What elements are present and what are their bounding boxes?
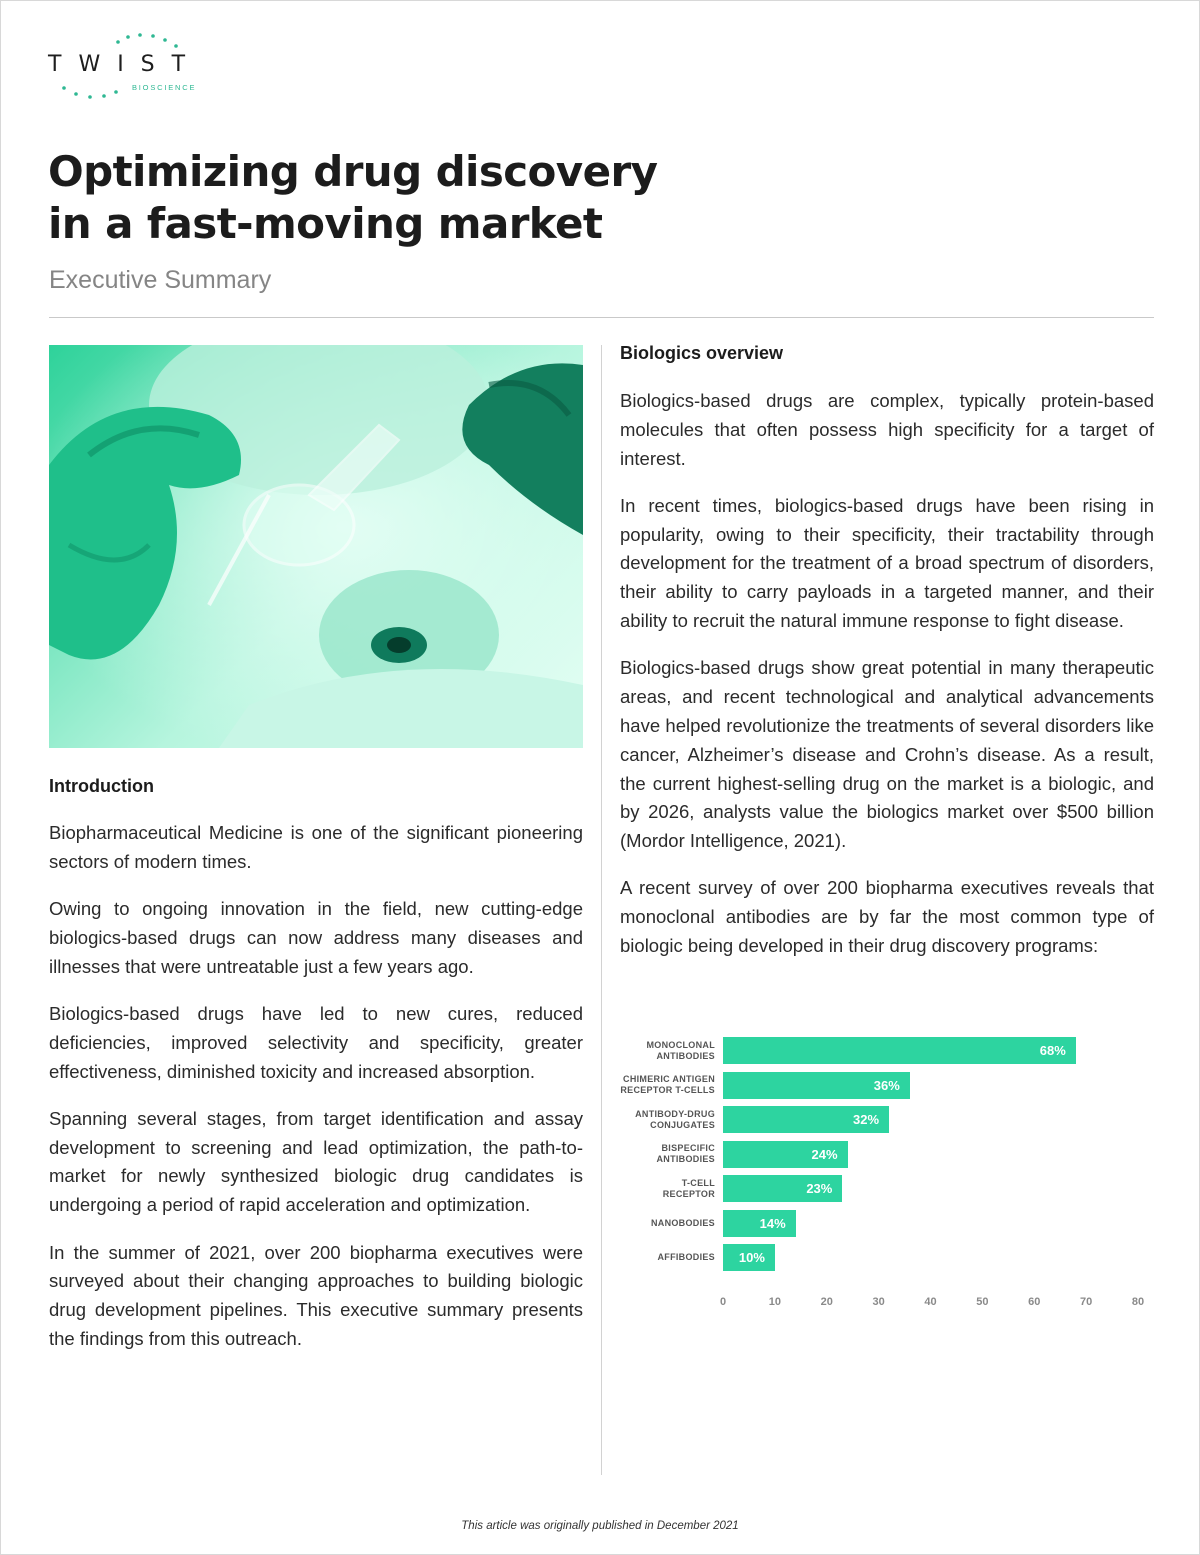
chart-value-label: 14% [759,1215,786,1231]
title-line-2: in a fast-moving market [48,199,603,248]
column-divider [601,345,602,1475]
chart-x-tick: 0 [719,1296,727,1308]
chart-category-line: CONJUGATES [650,1119,715,1130]
biologics-paragraph-2: In recent times, biologics-based drugs have been rising in popularity, owing to their specificity, their tractability through development for the treatment of a broad spectrum of disorders, their ability to carry payloads in a targeted manner, and their ability to recruit the natural immune response to fight disease. [620,494,1154,632]
chart-category-line: RECEPTOR T-CELLS [620,1085,715,1095]
chart-category-line: ANTIBODY-DRUG [635,1108,715,1119]
chart-category-line: NANOBODIES [650,1217,715,1228]
intro-paragraph-4: Spanning several stages, from target identification and assay development to screening and lead optimization, the path-to-market for newly synthesized biologic drug candidates is undergoing a period of rapid acceleration and optimization. [49,1107,583,1216]
chart-category-line: CHIMERIC ANTIGEN [623,1074,715,1084]
chart-value-label: 32% [853,1112,880,1127]
intro-paragraph-2: Owing to ongoing innovation in the field, new cutting-edge biologics-based drugs can now address many diseases and illnesses that were untreatable just a few years ago. [49,898,583,977]
logo-subline: BIOSCIENCE [132,83,197,92]
chart-category-label [620,1218,715,1229]
biologics-heading: Biologics overview [620,343,784,363]
chart-x-tick: 40 [924,1296,937,1308]
introduction-body [49,819,583,1372]
chart-x-tick: 20 [820,1296,833,1308]
twist-logo [48,30,208,105]
chart-category-label [620,1040,715,1062]
chart-category-label [620,1109,715,1131]
title-line-1: Optimizing drug discovery [48,147,658,196]
biologics-bar-chart [620,1025,1160,1325]
chart-value-label: 23% [806,1181,833,1196]
chart-x-tick: 80 [1131,1296,1145,1308]
chart-category-line: ANTIBODIES [656,1154,715,1164]
hero-image [49,345,583,748]
chart-x-tick: 60 [1028,1296,1041,1308]
chart-category-line: T-CELL [681,1177,715,1188]
chart-category-label [620,1252,715,1263]
chart-category-line: MONOCLONAL [646,1039,715,1050]
chart-x-tick: 50 [976,1296,989,1308]
chart-category-label [620,1178,715,1200]
chart-category-line: AFFIBODIES [657,1252,715,1262]
chart-value-label: 36% [873,1077,900,1093]
chart-category-line: ANTIBODIES [656,1050,715,1061]
introduction-heading: Introduction [49,776,154,796]
chart-x-tick: 70 [1080,1296,1093,1308]
lab-scientist-image-icon [49,345,583,748]
intro-paragraph-5: In the summer of 2021, over 200 biopharma executives were surveyed about their changing approaches to building biologic drug development pipelines. This executive summary presents the findings from this outreach. [49,1241,583,1349]
page-title [48,146,657,250]
chart-bar [723,1037,1076,1064]
biologics-body [620,387,1154,979]
chart-x-tick: 10 [768,1296,781,1308]
footer-note: This article was originally published in December 2021 [461,1520,739,1532]
logo-wordmark: TWIST [48,52,203,77]
chart-category-line: BISPECIFIC [661,1143,715,1153]
chart-category-label [620,1143,715,1165]
chart-value-label: 10% [738,1250,765,1265]
biologics-paragraph-4: A recent survey of over 200 biopharma executives reveals that monoclonal antibodies are by far the most common type of biologic being developed in their drug discovery programs: [620,877,1154,957]
biologics-paragraph-3: Biologics-based drugs show great potential in many therapeutic areas, and recent technological and analytical advancements have helped revolutionize the treatments of several disorders like cancer, Alzheimer’s disease and Crohn’s disease. As a result, the current highest-selling drug on the market is a biologic, and by 2026, analysts value the biologics market over $500 billion (Mordor Intelligence, 2021). [620,657,1154,852]
intro-paragraph-3: Biologics-based drugs have led to new cures, reduced deficiencies, improved selectivity and specificity, greater effectiveness, diminished toxicity and increased absorption. [49,1002,583,1082]
chart-value-label: 24% [811,1146,838,1162]
chart-category-label [620,1074,715,1096]
page-subtitle: Executive Summary [49,266,272,294]
intro-paragraph-1: Biopharmaceutical Medicine is one of the significant pioneering sectors of modern times. [49,822,583,872]
biologics-paragraph-1: Biologics-based drugs are complex, typically protein-based molecules that often possess high specificity for a target of interest. [620,390,1154,469]
header-divider [49,317,1154,318]
chart-x-tick: 30 [872,1296,885,1308]
chart-category-line: RECEPTOR [662,1188,715,1199]
chart-value-label: 68% [1039,1043,1066,1058]
